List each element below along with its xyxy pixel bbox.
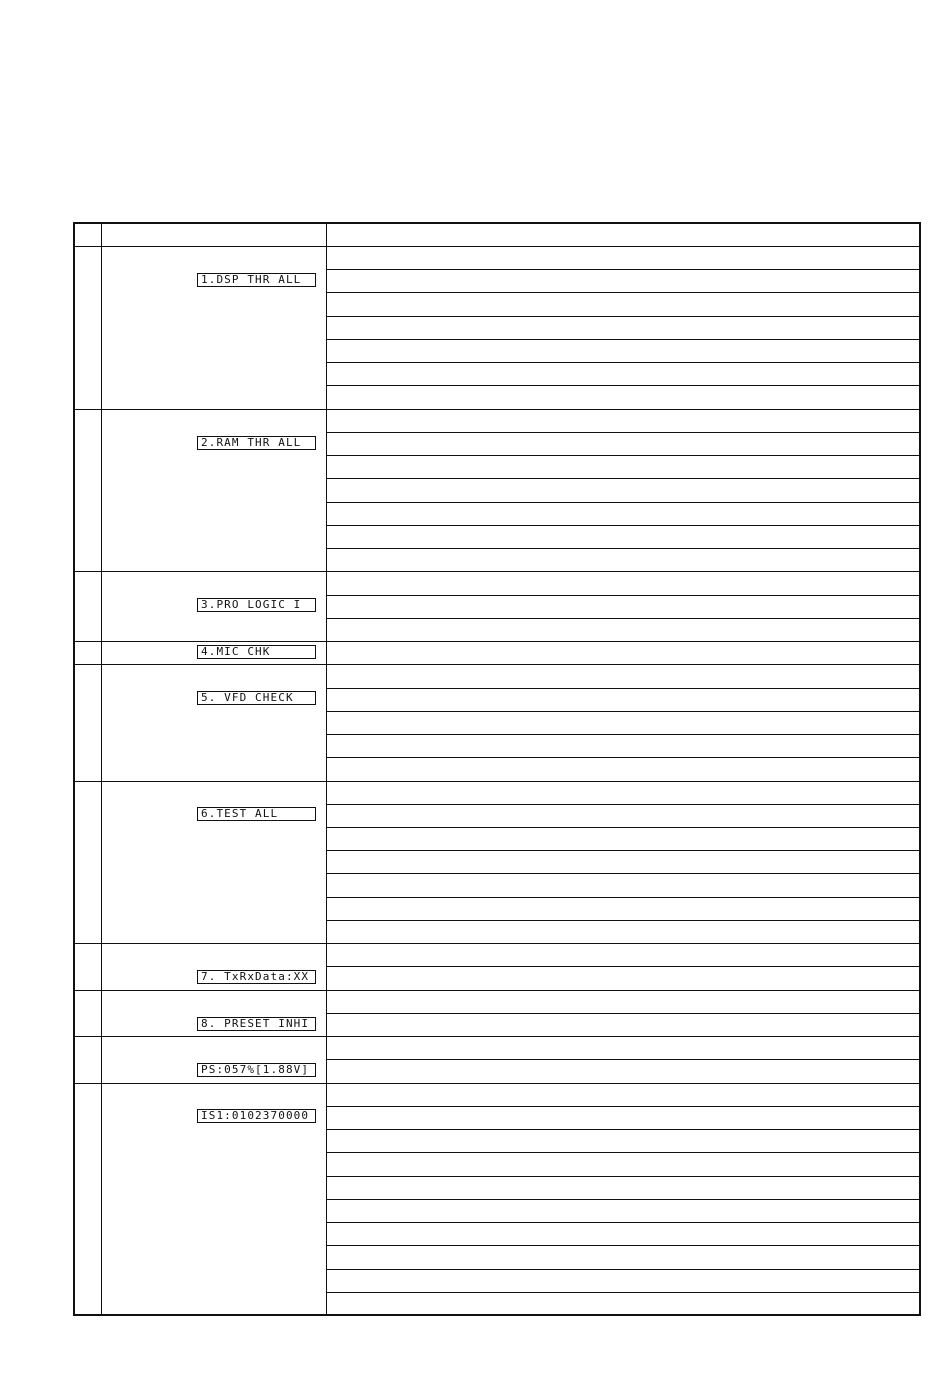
row-divider: [326, 711, 920, 712]
lcd-display-box: 8. PRESET INHI: [197, 1017, 316, 1031]
row-divider: [326, 269, 920, 270]
group-divider: [74, 943, 920, 944]
row-divider: [326, 339, 920, 340]
lcd-display-box: 7. TxRxData:XX: [197, 970, 316, 984]
row-divider: [326, 850, 920, 851]
lcd-display-box: 5. VFD CHECK: [197, 691, 316, 705]
row-divider: [326, 1106, 920, 1107]
row-divider: [326, 548, 920, 549]
lcd-display-box: IS1:0102370000: [197, 1109, 316, 1123]
row-divider: [326, 595, 920, 596]
row-divider: [326, 804, 920, 805]
lcd-display-box: 3.PRO LOGIC I: [197, 598, 316, 612]
row-divider: [326, 1199, 920, 1200]
group-divider: [74, 409, 920, 410]
row-divider: [326, 478, 920, 479]
lcd-display-box: 4.MIC CHK: [197, 645, 316, 659]
group-divider: [74, 1083, 920, 1084]
column-divider: [101, 223, 102, 1315]
row-divider: [326, 966, 920, 967]
row-divider: [326, 525, 920, 526]
lcd-display-box: PS:057%[1.88V]: [197, 1063, 316, 1077]
row-divider: [326, 1013, 920, 1014]
lcd-display-box: 2.RAM THR ALL: [197, 436, 316, 450]
row-divider: [326, 873, 920, 874]
row-divider: [326, 455, 920, 456]
header-divider: [74, 246, 920, 247]
row-divider: [326, 688, 920, 689]
group-divider: [74, 664, 920, 665]
row-divider: [326, 1222, 920, 1223]
row-divider: [326, 734, 920, 735]
row-divider: [326, 1129, 920, 1130]
row-divider: [326, 385, 920, 386]
row-divider: [326, 920, 920, 921]
row-divider: [326, 1059, 920, 1060]
row-divider: [326, 316, 920, 317]
row-divider: [326, 362, 920, 363]
group-divider: [74, 1036, 920, 1037]
row-divider: [326, 432, 920, 433]
row-divider: [326, 1292, 920, 1293]
row-divider: [326, 1176, 920, 1177]
row-divider: [326, 897, 920, 898]
row-divider: [326, 757, 920, 758]
row-divider: [326, 1245, 920, 1246]
group-divider: [74, 990, 920, 991]
row-divider: [326, 292, 920, 293]
lcd-display-box: 1.DSP THR ALL: [197, 273, 316, 287]
group-divider: [74, 641, 920, 642]
row-divider: [326, 827, 920, 828]
group-divider: [74, 781, 920, 782]
group-divider: [74, 571, 920, 572]
row-divider: [326, 1269, 920, 1270]
row-divider: [326, 618, 920, 619]
row-divider: [326, 502, 920, 503]
lcd-display-box: 6.TEST ALL: [197, 807, 316, 821]
row-divider: [326, 1152, 920, 1153]
